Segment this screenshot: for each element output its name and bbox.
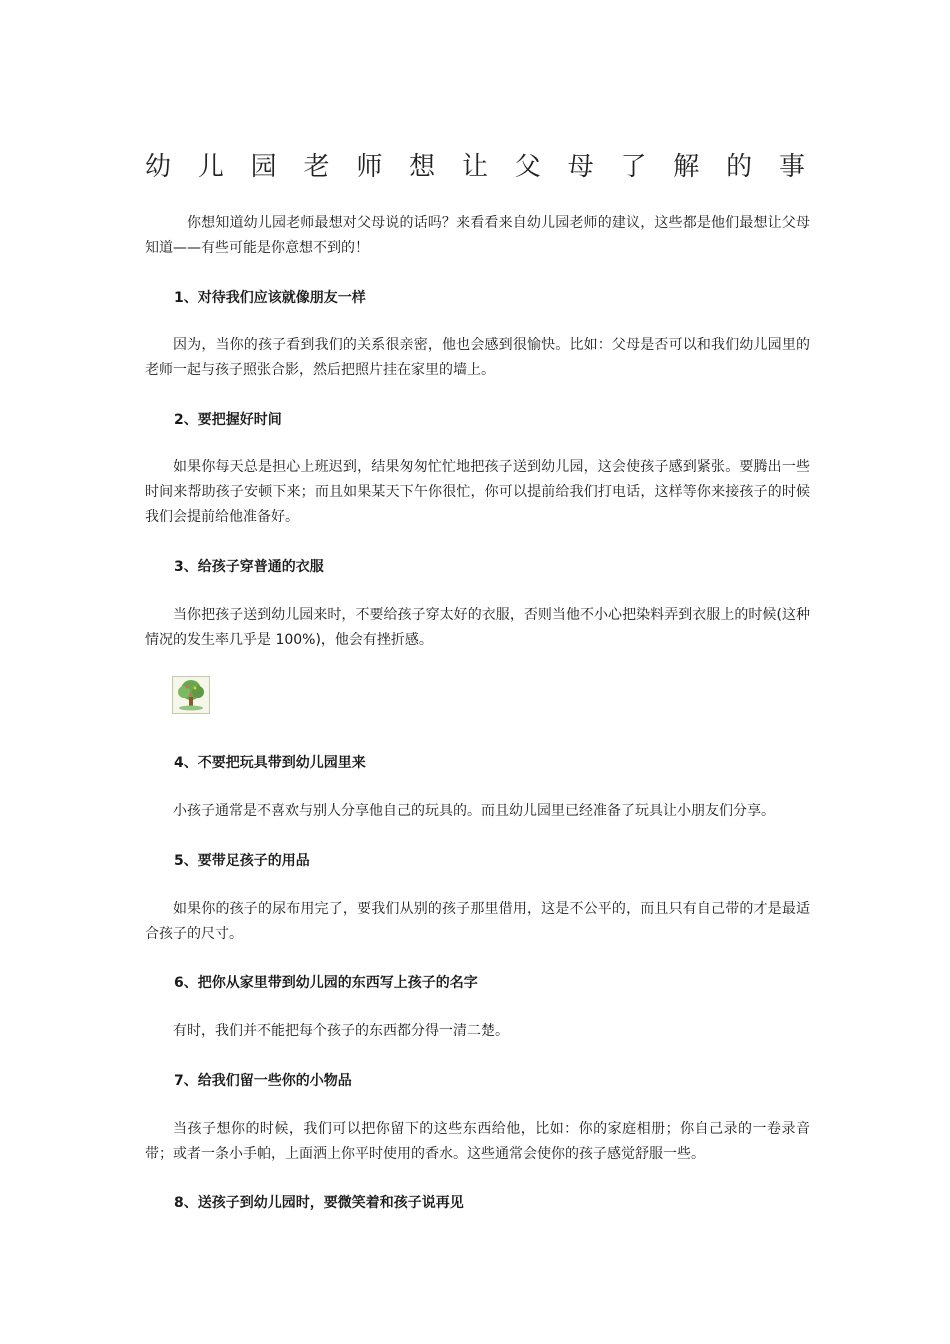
section-8-heading: 8、送孩子到幼儿园时，要微笑着和孩子说再见 — [174, 1195, 464, 1211]
section-7-body: 当孩子想你的时候，我们可以把你留下的这些东西给他，比如：你的家庭相册；你自己录的一卷录音带；或者一条小手帕，上面洒上你平时使用的香水。这些通常会使你的孩子感觉舒服一些。 — [145, 1121, 810, 1162]
section-2-heading: 2、要把握好时间 — [174, 412, 282, 428]
title-character: 事 — [778, 152, 805, 182]
tree-illustration-image — [172, 676, 210, 714]
title-character: 父 — [514, 152, 541, 182]
title-character: 了 — [620, 152, 647, 182]
section-4-heading: 4、不要把玩具带到幼儿园里来 — [174, 755, 366, 771]
title-character: 母 — [567, 152, 594, 182]
title-character: 解 — [673, 152, 700, 182]
title-character: 的 — [726, 152, 753, 182]
section-1-body: 因为，当你的孩子看到我们的关系很亲密，他也会感到很愉快。比如：父母是否可以和我们幼儿园里的老师一起与孩子照张合影，然后把照片挂在家里的墙上。 — [145, 337, 810, 378]
section-5-heading: 5、要带足孩子的用品 — [174, 853, 310, 869]
title-character: 让 — [461, 152, 488, 182]
section-6-heading: 6、把你从家里带到幼儿园的东西写上孩子的名字 — [174, 975, 478, 991]
section-5-body: 如果你的孩子的尿布用完了，要我们从别的孩子那里借用，这是不公平的，而且只有自己带的才是最适合孩子的尺寸。 — [145, 901, 810, 942]
tree-icon — [173, 677, 209, 713]
title-character: 幼 — [145, 152, 172, 182]
section-2-body: 如果你每天总是担心上班迟到，结果匆匆忙忙地把孩子送到幼儿园，这会使孩子感到紧张。要腾出一些时间来帮助孩子安顿下来；而且如果某天下午你很忙，你可以提前给我们打电话，这样等你来接孩子的时候我们会提前给他准备好。 — [145, 459, 810, 525]
title-character: 园 — [250, 152, 277, 182]
title-character: 儿 — [197, 152, 224, 182]
document-title — [145, 146, 805, 182]
section-6-body: 有时，我们并不能把每个孩子的东西都分得一清二楚。 — [173, 1023, 509, 1039]
intro-paragraph: 你想知道幼儿园老师最想对父母说的话吗？来看看来自幼儿园老师的建议，这些都是他们最想让父母知道——有些可能是你意想不到的！ — [145, 215, 810, 256]
section-4-body: 小孩子通常是不喜欢与别人分享他自己的玩具的。而且幼儿园里已经准备了玩具让小朋友们分享。 — [173, 803, 775, 819]
title-character: 想 — [409, 152, 436, 182]
section-1-heading: 1、对待我们应该就像朋友一样 — [174, 290, 366, 306]
title-character: 老 — [303, 152, 330, 182]
title-character: 师 — [356, 152, 383, 182]
section-7-heading: 7、给我们留一些你的小物品 — [174, 1073, 352, 1089]
section-3-heading: 3、给孩子穿普通的衣服 — [174, 559, 324, 575]
section-3-body: 当你把孩子送到幼儿园来时，不要给孩子穿太好的衣服，否则当他不小心把染料弄到衣服上的时候(这种情况的发生率几乎是 100%)，他会有挫折感。 — [145, 607, 810, 648]
